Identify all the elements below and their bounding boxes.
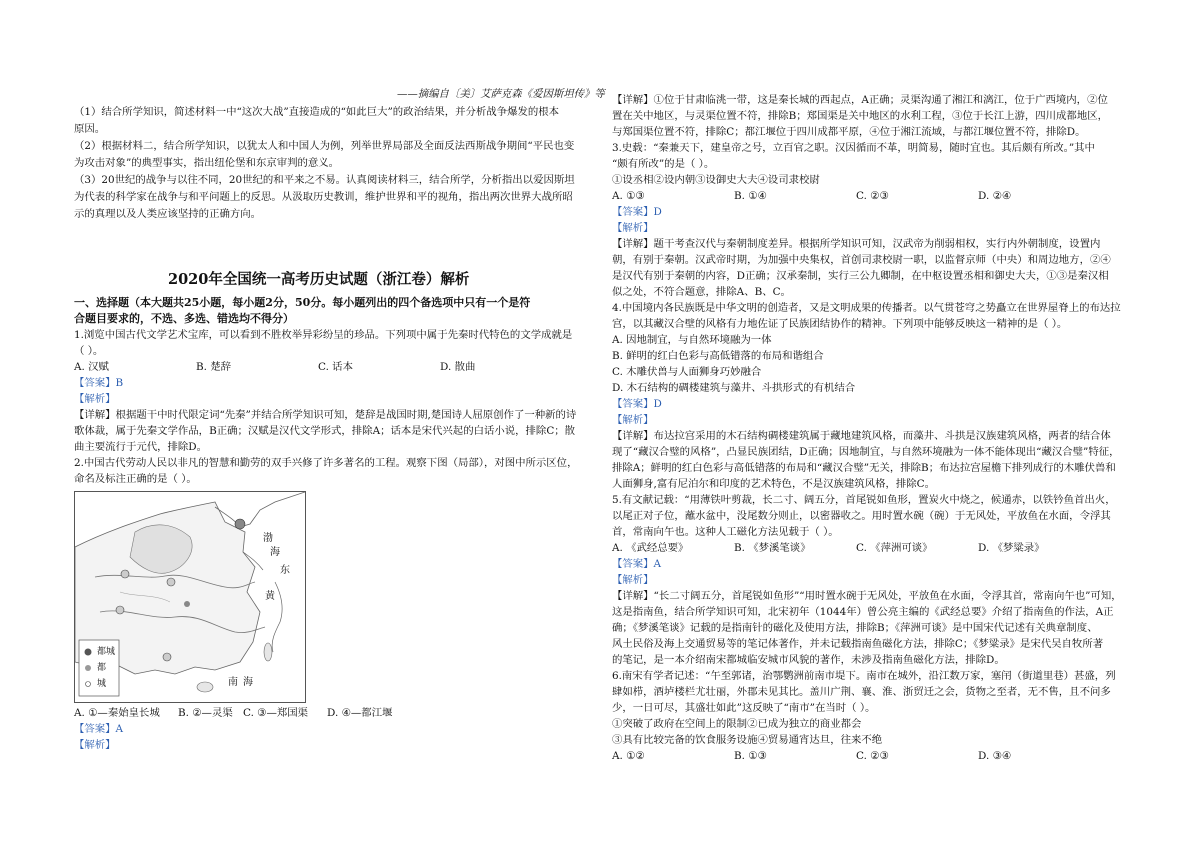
option-d: D. ③④ [978,750,1012,762]
option-d: D. ②④ [978,190,1012,202]
analysis-label: 【解析】 [74,739,116,751]
option-c: C. 《萍洲可谈》 [856,542,933,554]
question-items: ①突破了政府在空间上的限制②已成为独立的商业都会 [612,718,862,730]
detail-text: 【详解】布达拉宫采用的木石结构碉楼建筑属于藏地建筑风格，而藻井、斗拱是汉族建筑风格，两者的结合体 [612,430,1111,442]
detail-text: 确；《梦溪笔谈》记载的是指南针的磁化及使用方法，排除B；《萍洲可谈》是中国宋代记述有关典章制度、 [612,622,1098,634]
question-stem: 4.中国境内各民族既是中华文明的创造者，又是文明成果的传播者。以气贯苍穹之势矗立在世界屋脊上的布达拉 [612,302,1121,314]
detail-text: 这是指南鱼，结合所学知识可知，北宋初年（1044年）曾公亮主编的《武经总要》介绍了指南鱼的作法，A正 [612,606,1114,618]
detail-text: 【详解】①位于甘肃临洮一带，这是秦长城的西起点，A正确；灵渠沟通了湘江和漓江，位于广西境内，②位 [612,94,1108,106]
analysis-label: 【解析】 [612,222,654,234]
detail-text: 人面狮身,富有尼泊尔和印度的艺术特色，不是汉族建筑风格，排除C。 [612,478,935,490]
detail-text: 置在关中地区，与灵渠位置不符，排除B；郑国渠是关中地区的水利工程，③位于长江上游，四川成都地区， [612,110,1108,122]
option-d: D. 散曲 [440,361,476,373]
map-label: 东 [280,565,290,576]
option-a: A. 因地制宜，与自然环境融为一体 [612,334,772,346]
option-b: B. ①④ [734,190,767,202]
option-c: C. ②③ [856,750,889,762]
map-label: 南 [228,677,238,688]
detail-text: 似之处，不符合题意，排除A、B、C。 [612,286,791,298]
question-stem: 肆如栉，酒垆楼栏尤壮丽，外郡未见其比。盖川广荆、襄、淮、浙贸迁之会，货物之至者，无不售，且不问多 [612,686,1111,698]
question-stem: 5.有文献记载：“用薄铁叶剪裁，长二寸、阔五分，首尾锐如鱼形，置炭火中烧之，候通赤，以铁钤鱼首出火， [612,494,1116,506]
source-note: ——摘编自〔美〕艾萨克森《爱因斯坦传》等 [397,88,605,100]
detail-text: 的笔记，是一本介绍南宋都城临安城市风貌的著作，未涉及指南鱼磁化方法，排除D。 [612,654,1005,666]
legend-item: 城 [97,679,107,689]
text-line: 示的真理以及人类应该坚持的正确方向。 [74,208,262,220]
detail-text: 【详解】“长二寸阔五分，首尾锐如鱼形”“用时置水碗于无风处，平放鱼在水面，令浮其首，常南向午也”可知， [612,590,1122,602]
text-line: 为攻击对象”的典型事实，指出纽伦堡和东京审判的意义。 [74,157,340,169]
china-map-figure [74,491,306,703]
legend-item: 都 [97,663,107,673]
option-b: B. 《梦溪笔谈》 [734,542,811,554]
analysis-label: 【解析】 [612,574,654,586]
detail-text: 【详解】题干考查汉代与秦朝制度差异。根据所学知识可知，汉武帝为削弱相权，实行内外朝制度，设置内 [612,238,1101,250]
text-line: （1）结合所学知识，简述材料一中“这次大战”直接造成的“如此巨大”的政治结果，并分析战争爆发的根本 [74,106,560,118]
map-label: 渤 [263,533,273,544]
question-stem: （ ）。 [74,345,104,357]
option-c: C. ③—郑国渠 [243,707,309,719]
text-line: （3）20世纪的战争与以往不同，20世纪的和平来之不易。认真阅读材料三，结合所学，分析指出以爱因斯坦 [74,174,575,186]
exam-title: 2020年全国统一高考历史试题（浙江卷）解析 [168,271,470,288]
answer-label: 【答案】A [74,723,124,735]
detail-text: 曲主要流行于元代，排除D。 [74,441,208,453]
option-a: A. ①③ [612,190,645,202]
question-stem: 命名及标注正确的是（ ）。 [74,473,197,485]
option-b: B. 鲜明的红白色彩与高低错落的布局和谐组合 [612,350,824,362]
detail-text: 歌体裁，属于先秦文学作品，B正确；汉赋是汉代文学形式，排除A；话本是宋代兴起的白话小说，排除C；散 [74,425,576,437]
question-stem: 首，常南向午也。这种人工磁化方法见载于（ ）。 [612,526,839,538]
answer-label: 【答案】D [612,398,662,410]
legend-item: 都城 [97,647,116,657]
analysis-label: 【解析】 [74,393,116,405]
analysis-label: 【解析】 [612,414,654,426]
map-label: 海 [243,677,253,688]
detail-text: 【详解】根据题干中时代限定词“先秦”并结合所学知识可知，楚辞是战国时期,楚国诗人屈原创作了一种新的诗 [74,409,577,421]
option-b: B. 楚辞 [196,361,232,373]
text-line: 原因。 [74,123,106,135]
question-stem: 宫，以其藏汉合壁的风格有力地佐证了民族团结协作的精神。下列项中能够反映这一精神的是（ ）。 [612,318,1068,330]
option-c: C. ②③ [856,190,889,202]
option-a: A. 汉赋 [74,361,109,373]
section-heading: 一、选择题（本大题共25小题，每小题2分，50分。每小题列出的四个备选项中只有一个是符 [74,296,531,309]
option-d: D. 木石结构的碉楼建筑与藻井、斗拱形式的有机结合 [612,382,856,394]
question-stem: 3.史载：“秦兼天下，建皇帝之号，立百官之职。汉因循而不革，明简易，随时宜也。其后颇有所改。”其中 [612,142,1095,154]
question-stem: 1.浏览中国古代文学艺术宝库，可以看到不胜枚举异彩纷呈的珍品。下列项中属于先秦时代特色的文学成就是 [74,329,573,341]
question-stem: 2.中国古代劳动人民以非凡的智慧和勤劳的双手兴修了许多著名的工程。观察下图（局部），对图中所示区位， [74,457,578,469]
detail-text: 与郑国渠位置不符，排除C；都江堰位于四川成都平原，④位于湘江流域，与都江堰位置不符，排除D。 [612,126,1086,138]
detail-text: 朝，有别于秦朝。汉武帝时期，为加强中央集权，首创司隶校尉一职，以监督京师（中央）和周边地方，②④ [612,254,1111,266]
question-stem: 少，一日可尽，其盛壮如此”这反映了“南市”在当时（ ）。 [612,702,876,714]
answer-label: 【答案】B [74,377,124,389]
question-stem: “颇有所改”的是（ ）。 [612,158,715,170]
option-a: A. ①—秦始皇长城 [74,707,160,719]
option-c: C. 木雕伏兽与人面狮身巧妙融合 [612,366,762,378]
section-heading: 合题目要求的，不选、多选、错选均不得分） [74,312,294,325]
option-b: B. ①③ [734,750,767,762]
answer-label: 【答案】D [612,206,662,218]
option-a: A. ①② [612,750,645,762]
option-b: B. ②—灵渠 [178,707,233,719]
question-stem: 6.南宋有学者记述：“午至郭诸，治鄂鹦洲前南市堤下。南市在城外，沿江数万家，塞闬（街道里巷）甚盛，列 [612,670,1116,682]
option-c: C. 话本 [318,361,353,373]
option-d: D. ④—都江堰 [327,707,393,719]
option-d: D. 《梦粱录》 [978,542,1045,554]
detail-text: 是汉代有别于秦朝的内容，D正确；汉承秦制，实行三公九卿制，在中枢设置丞相和御史大夫，①③是秦汉相 [612,270,1109,282]
question-items: ③具有比较完备的饮食服务设施④贸易通宵达旦，往来不绝 [612,734,883,746]
detail-text: 排除A；鲜明的红白色彩与高低错落的布局和“藏汉合璧”无关，排除B；布达拉宫屋檐下排列成行的木雕伏兽和 [612,462,1116,474]
map-label: 海 [270,547,280,558]
option-a: A. 《武经总要》 [612,542,689,554]
question-items: ①设丞相②设内朝③设御史大夫④设司隶校尉 [612,174,820,186]
map-label: 黄 [265,591,275,602]
text-line: （2）根据材料二，结合所学知识，以犹太人和中国人为例，列举世界局部及全面反法西斯战争期间“平民也变 [74,140,575,152]
question-stem: 以尾正对子位，蘸水盆中，没尾数分则止，以密器收之。用时置水碗（碗）于无风处，平放鱼在水面，令浮其 [612,510,1111,522]
answer-label: 【答案】A [612,558,662,570]
text-line: 为代表的科学家在战争与和平问题上的反思。从汲取历史教训，维护世界和平的视角，指出两次世界大战所昭 [74,191,573,203]
detail-text: 风土民俗及海上交通贸易等的笔记体著作，并未记载指南鱼磁化方法，排除C；《梦粱录》是宋代吴自牧所著 [612,638,1104,650]
detail-text: 现了“藏汉合璧的风格”，凸显民族团结，D正确；因地制宜，与自然环境融为一体不能体现出“藏汉合璧”特征， [612,446,1120,458]
